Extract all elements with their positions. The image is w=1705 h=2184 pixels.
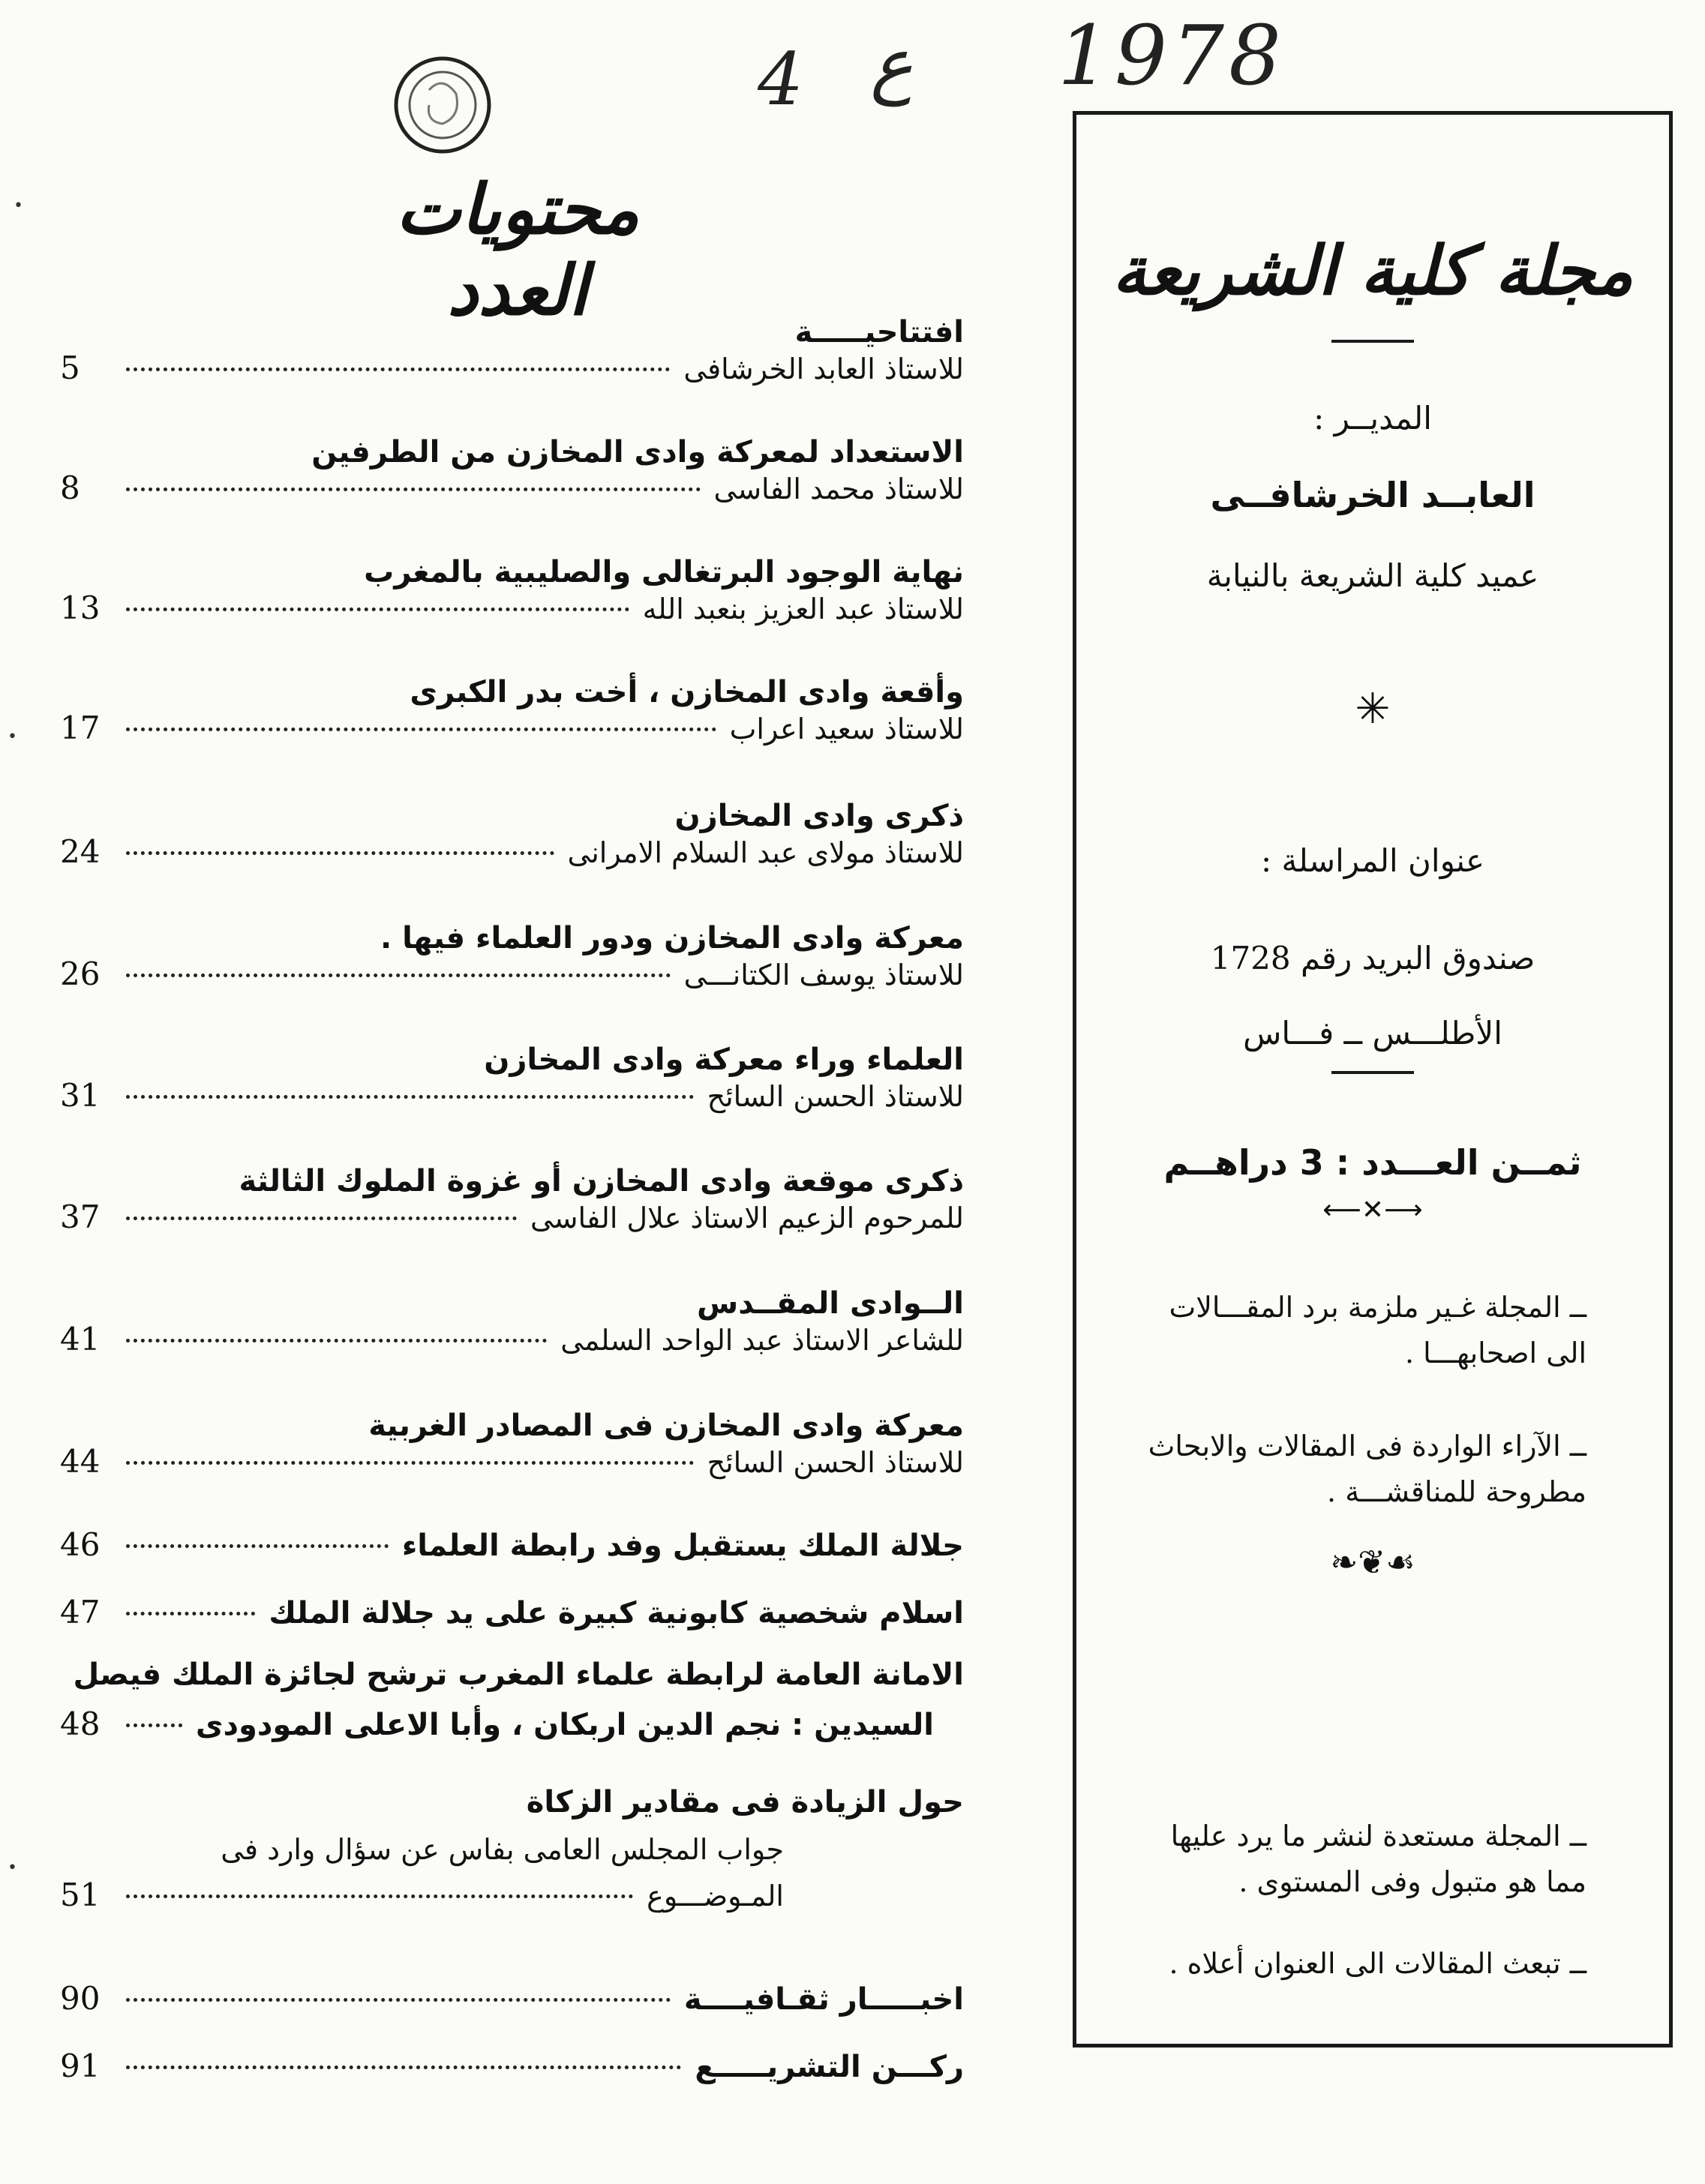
entry-page: 31 bbox=[60, 1077, 101, 1114]
entry-title: ذكرى موقعة وادى المخازن أو غزوة الملوك الثالثة bbox=[239, 1164, 964, 1198]
director-role: عميد كلية الشريعة بالنيابة bbox=[1206, 557, 1539, 594]
entry-author: للاستاذ سعيد اعراب bbox=[729, 712, 964, 746]
handwritten-year: 1978 bbox=[1058, 8, 1286, 104]
entry-title: الــوادى المقــدس bbox=[697, 1286, 964, 1321]
entry-subtitle: جواب المجلس العامى بفاس عن سؤال وارد فى bbox=[221, 1833, 784, 1866]
note: ــ المجلة مستعدة لنشر ما يرد عليها مما هو متبول وفى المستوى . bbox=[1170, 1820, 1586, 1898]
entry-title: العلماء وراء معركة وادى المخازن bbox=[484, 1042, 964, 1077]
scan-speck: • bbox=[8, 1858, 17, 1877]
scan-speck: • bbox=[14, 196, 23, 215]
magazine-title: مجلة كلية الشريعة bbox=[1112, 231, 1634, 310]
director-name: العابــد الخرشافــى bbox=[1210, 475, 1535, 515]
toc-entry bbox=[60, 2048, 964, 2084]
entry-title: حول الزيادة فى مقادير الزكاة bbox=[526, 1785, 964, 1820]
issue-price: ثمــن العـــدد : 3 دراهــم bbox=[1163, 1142, 1582, 1183]
entry-author: للاستاذ محمد الفاسى bbox=[713, 472, 964, 506]
entry-title: جلالة الملك يستقبل وفد رابطة العلماء bbox=[401, 1528, 964, 1563]
entry-title: نهاية الوجود البرتغالى والصليبية بالمغرب bbox=[364, 555, 964, 590]
entry-page: 13 bbox=[60, 590, 101, 626]
entry-page: 44 bbox=[60, 1443, 101, 1480]
entry-author: للاستاذ الحسن السائح bbox=[707, 1080, 964, 1113]
toc-entry bbox=[60, 1164, 964, 1235]
masthead-box bbox=[1073, 111, 1673, 2048]
entry-author: للمرحوم الزعيم الاستاذ علال الفاسى bbox=[530, 1202, 964, 1234]
entry-author: للاستاذ الحسن السائح bbox=[707, 1446, 964, 1479]
entry-page: 26 bbox=[60, 956, 101, 992]
toc-entry bbox=[60, 555, 964, 626]
entry-subtitle-continued: المـوضـــوع bbox=[647, 1880, 784, 1912]
po-box: صندوق البريد رقم 1728 bbox=[1210, 940, 1535, 976]
toc-entry bbox=[60, 1980, 964, 2017]
entry-title: الامانة العامة لرابطة علماء المغرب ترشح لجائزة الملك فيصل bbox=[73, 1658, 964, 1692]
city: الأطلـــس ــ فـــاس bbox=[1243, 1015, 1502, 1052]
handwritten-number: 4 bbox=[758, 38, 809, 122]
entry-page: 5 bbox=[60, 350, 80, 386]
toc-entry bbox=[60, 1042, 964, 1114]
entry-title: ركـــن التشريـــــع bbox=[695, 2050, 964, 2084]
toc-entry bbox=[60, 1286, 964, 1358]
entry-page: 37 bbox=[60, 1198, 101, 1235]
entry-title: وأقعة وادى المخازن ، أخت بدر الكبرى bbox=[410, 675, 964, 710]
entry-author: للاستاذ يوسف الكتانـــى bbox=[683, 958, 964, 992]
arrow-ornament-icon: ⟶✕⟵ bbox=[1322, 1195, 1423, 1226]
entry-title: اخبـــــار ثقـافيــــة bbox=[683, 1982, 964, 2017]
scan-speck: • bbox=[8, 728, 17, 746]
entry-title: ذكرى وادى المخازن bbox=[674, 799, 964, 833]
entry-author: للشاعر الاستاذ عبد الواحد السلمى bbox=[560, 1324, 964, 1357]
entry-title: اسلام شخصية كابونية كبيرة على يد جلالة الملك bbox=[269, 1596, 964, 1630]
entry-title: الاستعداد لمعركة وادى المخازن من الطرفين bbox=[311, 435, 964, 470]
toc-entry bbox=[60, 1408, 964, 1480]
note: ــ الآراء الواردة فى المقالات والابحاث مطروحة للمناقشـــة . bbox=[1148, 1430, 1586, 1508]
entry-author: للاستاذ العابد الخرشافى bbox=[683, 352, 964, 386]
toc-entry bbox=[60, 1658, 964, 1742]
note: ــ المجلة غـير ملزمة برد المقـــالات الى اصحابهـــا . bbox=[1169, 1291, 1586, 1370]
entry-page: 48 bbox=[60, 1706, 101, 1742]
toc-entry bbox=[60, 675, 964, 746]
toc-entry bbox=[60, 1594, 964, 1630]
entry-page: 41 bbox=[60, 1321, 101, 1358]
entry-page: 46 bbox=[60, 1526, 101, 1563]
entry-page: 47 bbox=[60, 1594, 101, 1630]
entry-title: معركة وادى المخازن ودور العلماء فيها . bbox=[380, 921, 964, 956]
toc-entry bbox=[60, 799, 964, 870]
entry-title-continued: السيدين : نجم الدين اربكان ، وأبا الاعلى المودودى bbox=[195, 1708, 934, 1742]
entry-title: افتتاحيـــــة bbox=[794, 315, 964, 350]
toc-entry bbox=[60, 315, 964, 386]
entry-page: 51 bbox=[60, 1876, 101, 1913]
divider bbox=[1331, 1071, 1414, 1074]
entry-page: 24 bbox=[60, 833, 101, 870]
handwritten-letter: ع bbox=[870, 22, 914, 106]
toc-heading: محتويات العدد bbox=[395, 169, 640, 331]
director-label: المديــر : bbox=[1313, 400, 1432, 436]
toc-entry bbox=[60, 1785, 964, 1913]
entry-page: 8 bbox=[60, 470, 80, 506]
address-label: عنوان المراسلة : bbox=[1261, 842, 1484, 879]
divider bbox=[1331, 340, 1414, 343]
entry-page: 91 bbox=[60, 2048, 101, 2084]
floral-ornament-icon: ☙❦❧ bbox=[1330, 1544, 1415, 1582]
entry-title: معركة وادى المخازن فى المصادر الغربية bbox=[368, 1408, 964, 1443]
toc-entry bbox=[60, 435, 964, 506]
toc-entry bbox=[60, 921, 964, 992]
toc-entry bbox=[60, 1526, 964, 1563]
entry-author: للاستاذ عبد العزيز بنعبد الله bbox=[642, 592, 964, 626]
entry-author: للاستاذ مولاى عبد السلام الامرانى bbox=[567, 836, 964, 869]
note: ــ تبعث المقالات الى العنوان أعلاه . bbox=[1169, 1947, 1586, 1980]
entry-page: 17 bbox=[60, 710, 101, 746]
asterisk-ornament-icon: ✳ bbox=[1355, 685, 1391, 734]
entry-page: 90 bbox=[60, 1980, 101, 2017]
